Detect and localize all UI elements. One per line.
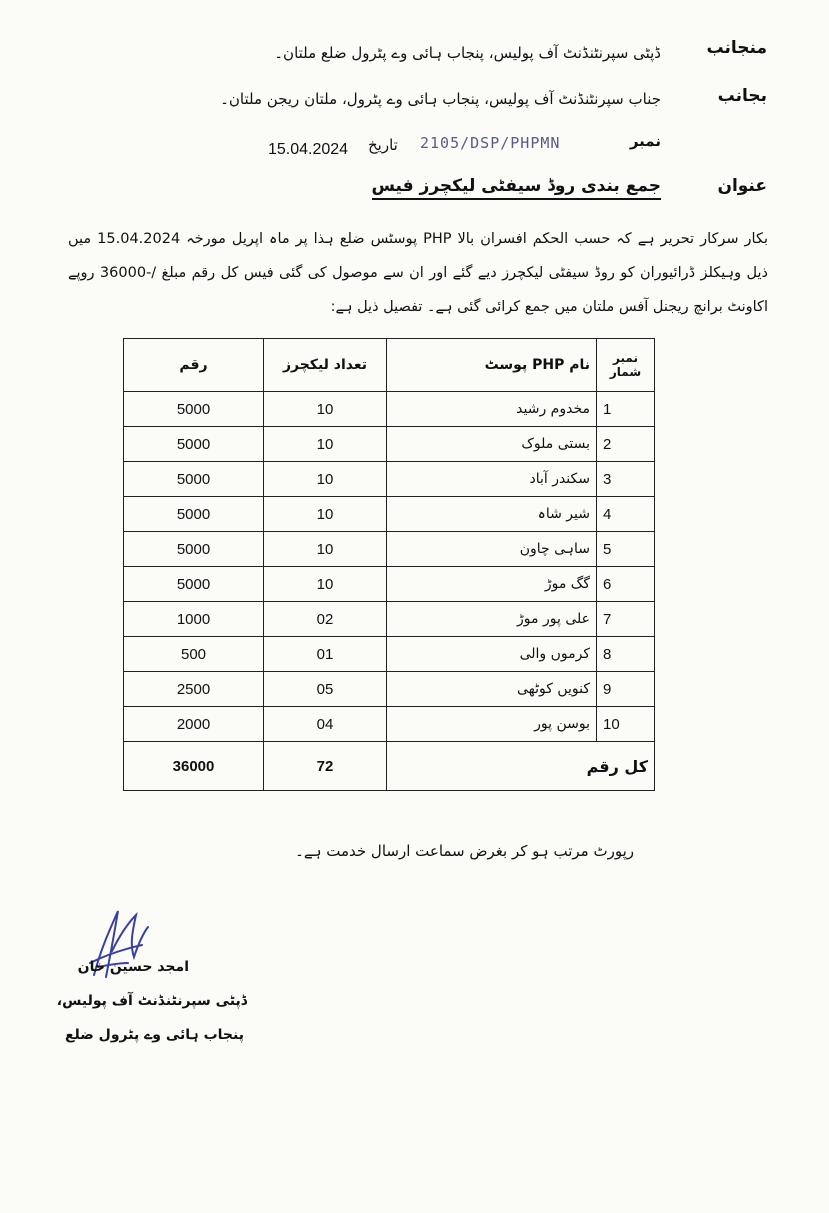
row-serial: 3 xyxy=(597,462,655,497)
row-amount: 5000 xyxy=(124,567,264,602)
row-serial: 5 xyxy=(597,532,655,567)
row-amount: 5000 xyxy=(124,462,264,497)
table-row xyxy=(124,672,655,707)
table-header-row xyxy=(124,339,655,392)
row-amount: 5000 xyxy=(124,427,264,462)
row-lectures: 04 xyxy=(264,707,387,742)
table-row xyxy=(124,462,655,497)
header-amount: رقم xyxy=(124,339,264,392)
table-row xyxy=(124,392,655,427)
officer-name: امجد حسین خان xyxy=(77,959,189,975)
row-post-name: کنویں کوٹھی xyxy=(387,672,597,707)
row-lectures: 10 xyxy=(264,567,387,602)
header-lectures: تعداد لیکچرز xyxy=(264,339,387,392)
date-label: تاریخ xyxy=(368,136,398,154)
from-text: ڈپٹی سپرنٹنڈنٹ آف پولیس، پنجاب ہائی وے پٹرول ضلع ملتان۔ xyxy=(274,44,661,62)
row-amount: 5000 xyxy=(124,497,264,532)
total-row xyxy=(124,742,655,791)
row-serial: 1 xyxy=(597,392,655,427)
officer-office: پنجاب ہائی وے پٹرول ضلع xyxy=(64,1027,244,1043)
row-post-name: بوسن پور xyxy=(387,707,597,742)
letter-date: 15.04.2024 xyxy=(268,141,349,158)
table-row xyxy=(124,427,655,462)
row-amount: 2500 xyxy=(124,672,264,707)
closing-line: رپورٹ مرتب ہو کر بغرض سماعت ارسال خدمت ہے۔ xyxy=(295,842,634,860)
header-serial: نمبر شمار xyxy=(597,339,655,392)
row-amount: 5000 xyxy=(124,532,264,567)
body-paragraph: بکار سرکار تحریر ہے کہ حسب الحکم افسران بالا PHP پوسٹس ضلع ہذا پر ماہ اپریل مورخہ 15.04.2024 میں ذیل وہیکلز ڈرائیوران کو روڈ سیفٹی لیکچرز دیے گئے اور ان سے موصول کی گئی فیس کل رقم مبلغ /-36000 روپے اکاونٹ برانچ ریجنل آفس ملتان میں جمع کرائی گئی ہے۔ تفصیل ذیل ہے: xyxy=(68,231,768,315)
row-serial: 10 xyxy=(597,707,655,742)
row-post-name: گگ موڑ xyxy=(387,567,597,602)
row-post-name: کرموں والی xyxy=(387,637,597,672)
total-lectures: 72 xyxy=(264,742,387,791)
row-lectures: 10 xyxy=(264,392,387,427)
row-serial: 8 xyxy=(597,637,655,672)
table-row xyxy=(124,707,655,742)
row-post-name: بستی ملوک xyxy=(387,427,597,462)
row-post-name: سکندر آباد xyxy=(387,462,597,497)
row-lectures: 10 xyxy=(264,462,387,497)
row-lectures: 10 xyxy=(264,427,387,462)
row-serial: 4 xyxy=(597,497,655,532)
row-serial: 7 xyxy=(597,602,655,637)
reference-number: 2105/DSP/PHPMN xyxy=(420,134,561,152)
table-row xyxy=(124,637,655,672)
table-row xyxy=(124,532,655,567)
row-amount: 5000 xyxy=(124,392,264,427)
table-row xyxy=(124,497,655,532)
fee-table xyxy=(123,338,655,791)
row-amount: 2000 xyxy=(124,707,264,742)
row-post-name: شیر شاہ xyxy=(387,497,597,532)
row-post-name: مخدوم رشید xyxy=(387,392,597,427)
row-lectures: 10 xyxy=(264,497,387,532)
table-row xyxy=(124,602,655,637)
subject-text: جمع بندی روڈ سیفٹی لیکچرز فیس xyxy=(372,176,661,200)
row-amount: 500 xyxy=(124,637,264,672)
row-serial: 6 xyxy=(597,567,655,602)
table-row xyxy=(124,567,655,602)
row-post-name: علی پور موڑ xyxy=(387,602,597,637)
officer-designation: ڈپٹی سپرنٹنڈنٹ آف پولیس، xyxy=(56,993,247,1009)
to-text: جناب سپرنٹنڈنٹ آف پولیس، پنجاب ہائی وے پٹرول، ملتان ریجن ملتان۔ xyxy=(220,90,661,108)
to-label: بجانب xyxy=(717,86,767,106)
row-amount: 1000 xyxy=(124,602,264,637)
from-label: منجانب xyxy=(706,38,767,58)
row-lectures: 05 xyxy=(264,672,387,707)
subject-label: عنوان xyxy=(717,176,767,196)
row-lectures: 02 xyxy=(264,602,387,637)
total-label: کل رقم xyxy=(387,742,655,791)
row-serial: 9 xyxy=(597,672,655,707)
row-serial: 2 xyxy=(597,427,655,462)
number-label: نمبر xyxy=(629,132,661,150)
total-amount: 36000 xyxy=(124,742,264,791)
row-lectures: 10 xyxy=(264,532,387,567)
header-post-name: نام PHP پوسٹ xyxy=(387,339,597,392)
row-post-name: ساہی چاون xyxy=(387,532,597,567)
row-lectures: 01 xyxy=(264,637,387,672)
